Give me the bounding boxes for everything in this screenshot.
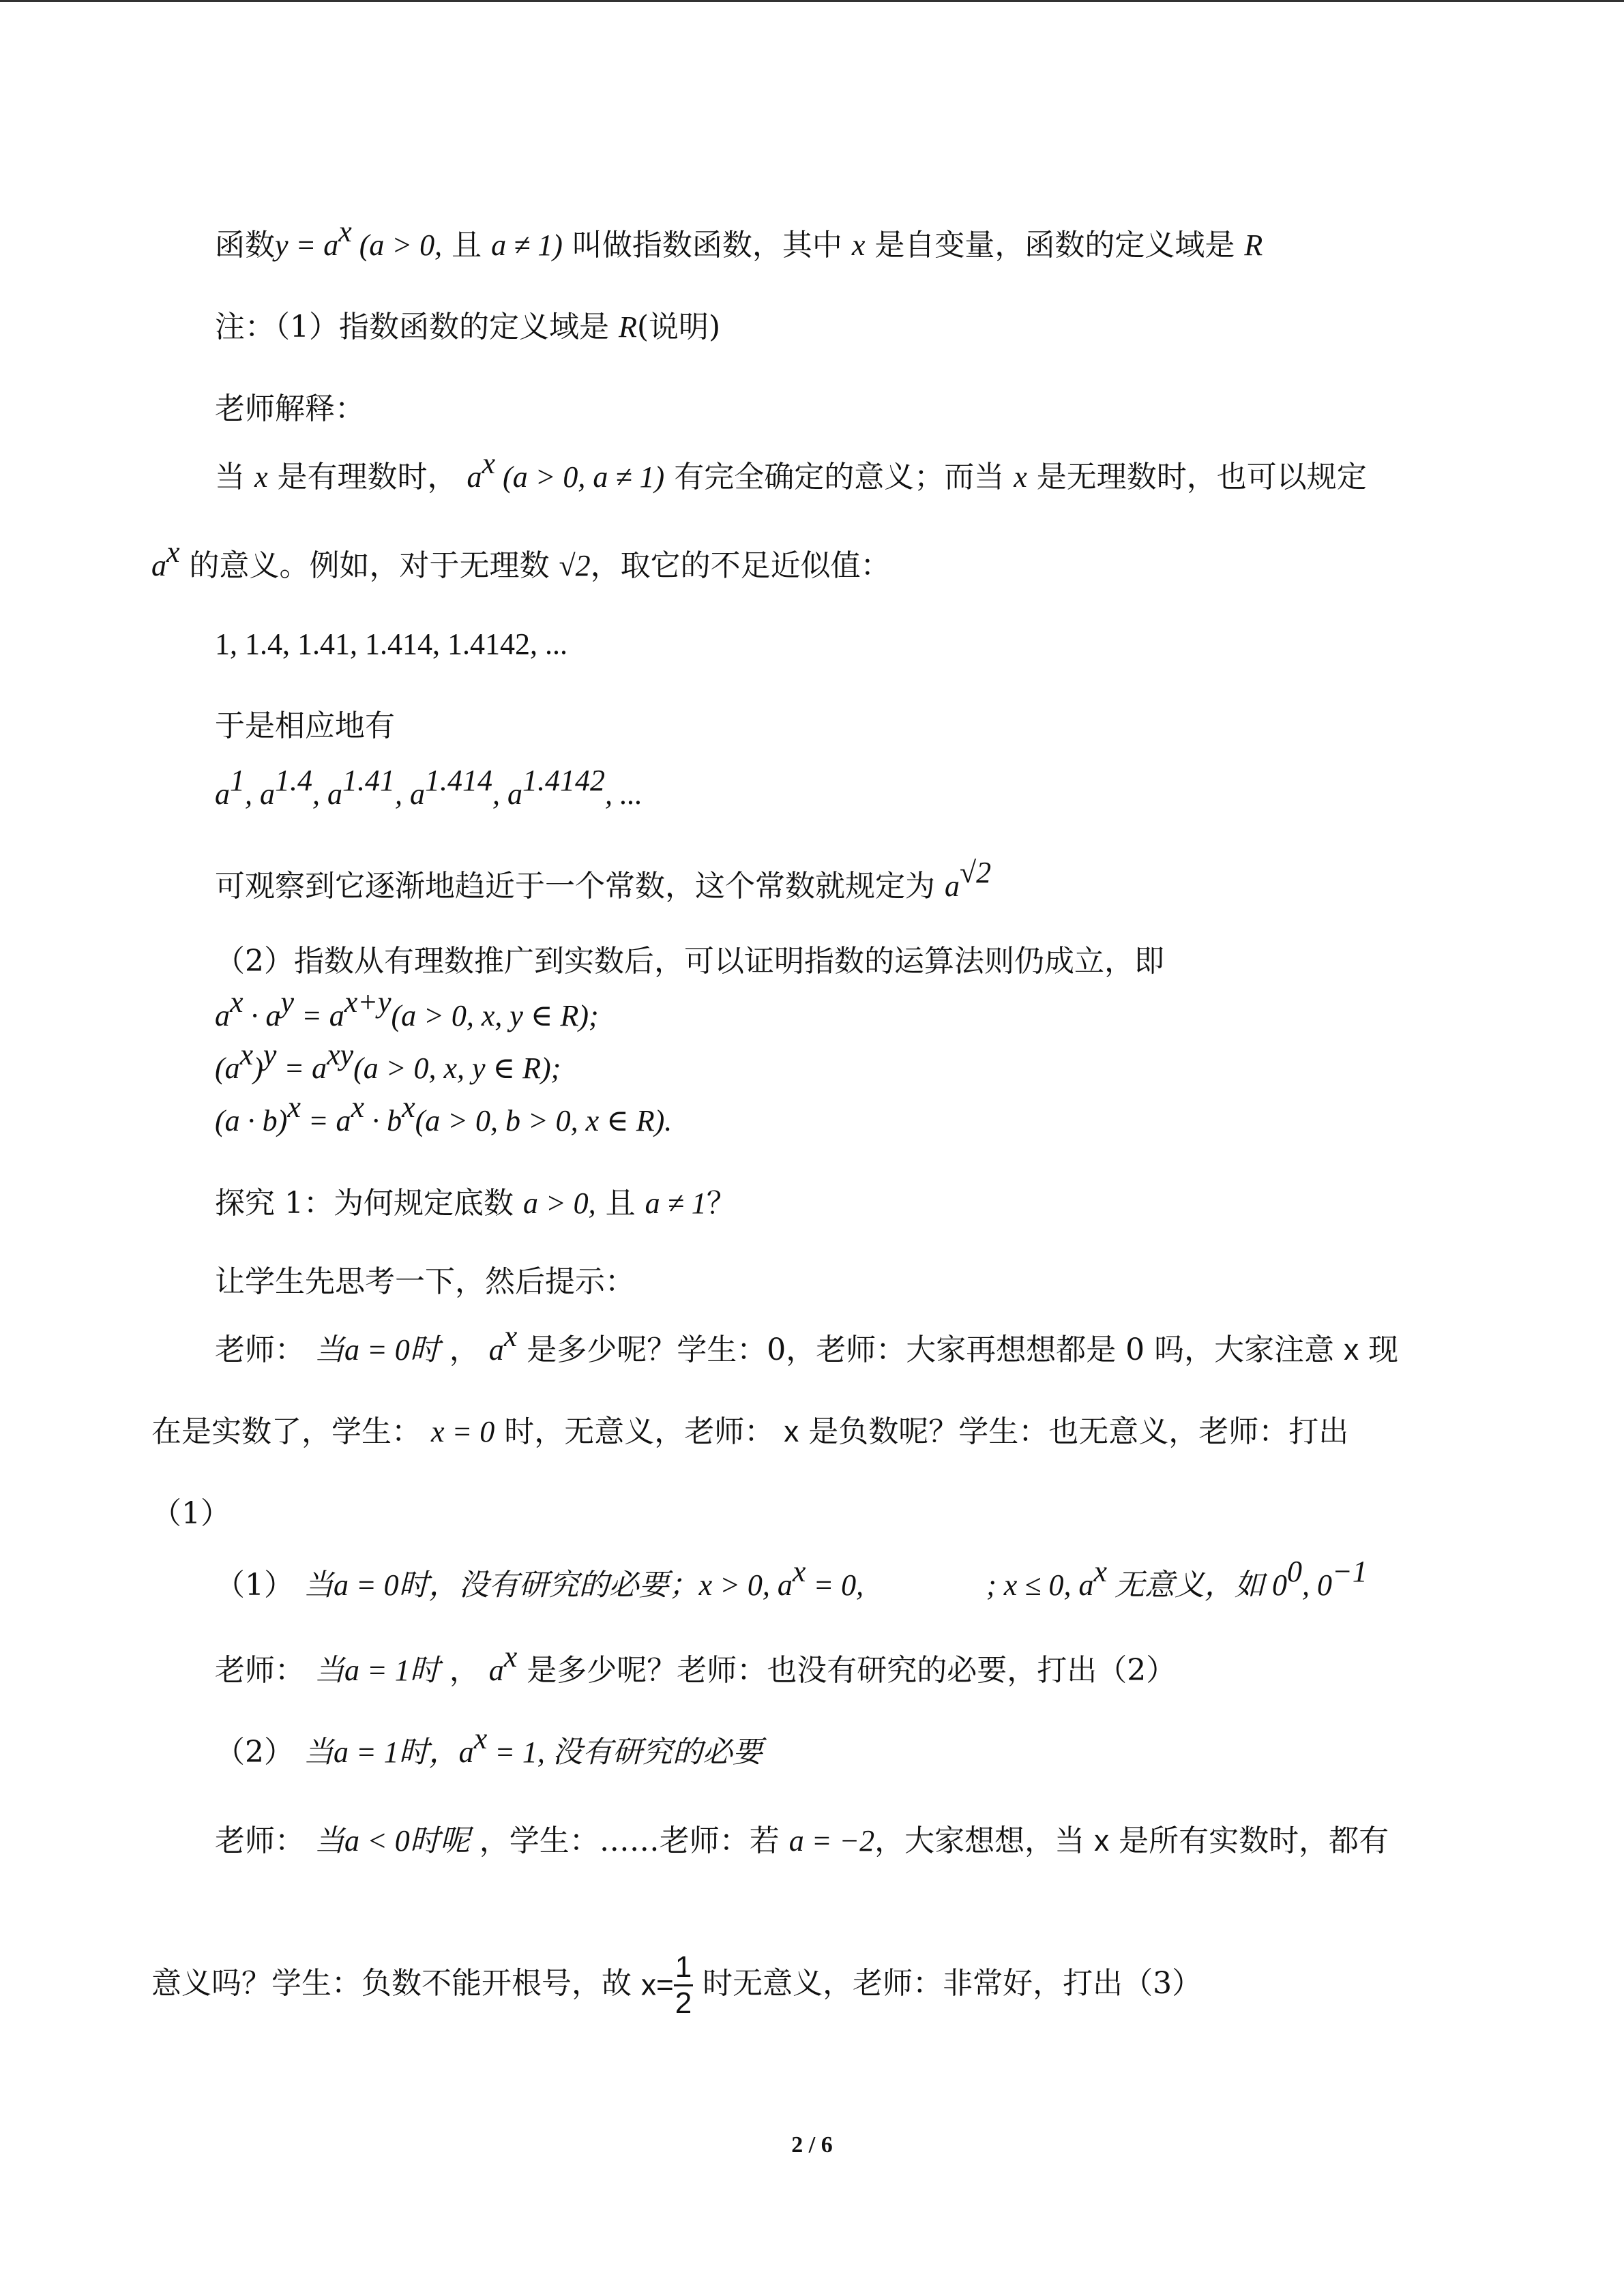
correspondingly-line: 于是相应地有 <box>215 709 395 743</box>
dialogue-a-negative-line: 老师： 当a < 0时呢 ，学生：……老师：若 a = −2，大家想想，当 x 是所有实数时，都有 <box>215 1823 1389 1858</box>
print-1-line: （1） <box>151 1496 231 1531</box>
dialogue-a-zero-line: 老师： 当a = 0时 ， $a^x$ 是多少呢？学生：0，老师：大家再想想都是 0 吗，大家注意 x 现 <box>215 1320 1399 1367</box>
fraction-one-half: $\frac{1}{2}$ <box>675 1950 692 2020</box>
dialogue-a-one-line: 老师： 当a = 1时 ， $a^x$ 是多少呢？老师：也没有研究的必要，打出（2） <box>215 1640 1177 1688</box>
note-1-line: 注：（1）指数函数的定义域是 R(说明) <box>215 310 721 344</box>
approximation-list: 1, 1.4, 1.41, 1.414, 1.4142, ... <box>215 627 567 661</box>
case-2-line: （2） 当a = 1时，$a^x = 1$, 没有研究的必要 <box>215 1722 763 1770</box>
dialogue-real-line: 在是实数了，学生： x = 0 时，无意义，老师： x 是负数呢？学生：也无意义，老师：打出 <box>151 1414 1349 1449</box>
power-sequence-line: $a^1$, $a^{1.4}$, $a^{1.41}$, $a^{1.414}$, $a^{1.4142}$, ... <box>215 764 643 811</box>
rule-2-formula: $(a^x)^y = a^{xy}(a > 0$, x, y ∈ R); <box>215 1038 561 1085</box>
note-2-line: （2）指数从有理数推广到实数后，可以证明指数的运算法则仍成立，即 <box>215 944 1164 979</box>
teacher-explain-line: 老师解释： <box>215 391 365 426</box>
rule-3-formula: $(a \cdot b)^x = a^x \cdot b^x(a > 0$, b > 0, x ∈ R). <box>215 1090 673 1137</box>
page-number: 2 / 6 <box>791 2132 833 2158</box>
rule-1-formula: $a^x \cdot a^y = a^{x+y}(a > 0$, x, y ∈ R); <box>215 985 599 1032</box>
case-1-line: （1） 当a = 0时，没有研究的必要；x > 0, $a^x = 0$, ; x ≤ 0, $a^x$ 无意义，如 $0^0$, $0^{-1}$ <box>215 1555 1368 1602</box>
rational-irrational-line: 当 x 是有理数时， $a^x$ (a > 0, a ≠ 1) 有完全确定的意义；而当 x 是无理数时，也可以规定 <box>215 447 1367 494</box>
dialogue-sqrt-line: 意义吗？学生：负数不能开根号，故 x= $\frac{1}{2}$ 时无意义，老师：非常好，打出（3） <box>151 1950 1202 2020</box>
sqrt2-example-line: $a^x$ 的意义。例如，对于无理数 √2，取它的不足近似值： <box>151 535 891 583</box>
page-top-border <box>0 0 1624 2</box>
explore-1-line: 探究 1：为何规定底数 a > 0, 且 a ≠ 1？ <box>215 1186 737 1221</box>
limit-constant-line: 可观察到它逐渐地趋近于一个常数，这个常数就规定为 $a^{√2}$ <box>215 856 992 904</box>
think-first-line: 让学生先思考一下，然后提示： <box>215 1264 635 1299</box>
definition-line: 函数$y = a^x$ (a > 0, 且 a ≠ 1) 叫做指数函数，其中 x 是自变量，函数的定义域是 R <box>215 215 1263 263</box>
